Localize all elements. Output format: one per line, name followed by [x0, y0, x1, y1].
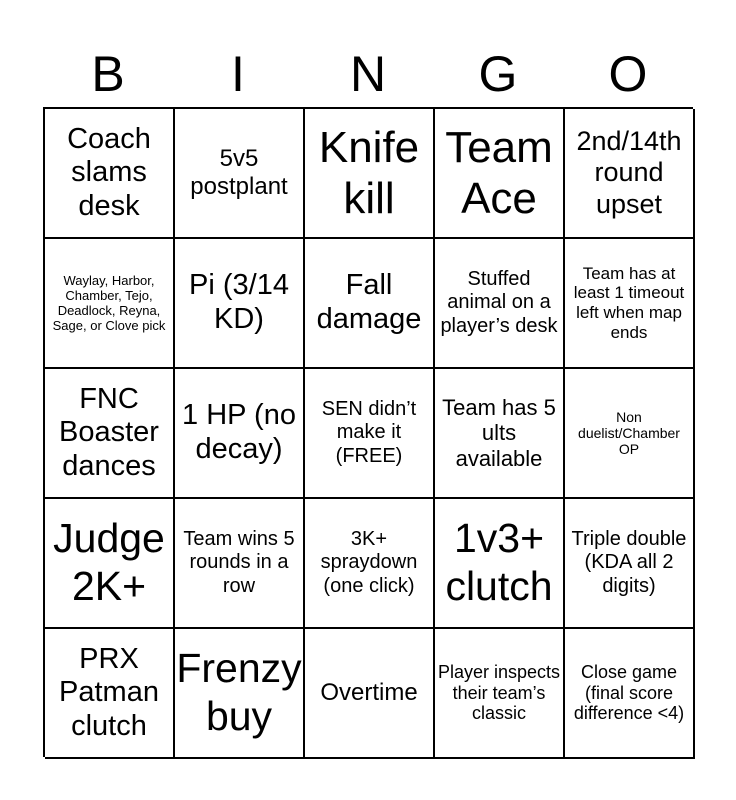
bingo-cell-text: 5v5 postplant: [190, 145, 288, 200]
bingo-cell[interactable]: [565, 239, 695, 369]
bingo-cell[interactable]: [175, 629, 305, 759]
bingo-cell[interactable]: [45, 109, 175, 239]
bingo-cell[interactable]: [175, 499, 305, 629]
bingo-cell[interactable]: [305, 239, 435, 369]
bingo-cell[interactable]: [565, 499, 695, 629]
bingo-cell[interactable]: [565, 369, 695, 499]
bingo-cell-text: Frenzy buy: [176, 645, 302, 739]
bingo-cell-text: Player inspects their team’s classic: [437, 661, 561, 724]
bingo-cell[interactable]: [45, 499, 175, 629]
bingo-cell[interactable]: [175, 369, 305, 499]
bingo-cell-text: 1v3+ clutch: [445, 515, 553, 609]
bingo-cell[interactable]: [175, 109, 305, 239]
bingo-cell-text: Waylay, Harbor, Chamber, Tejo, Deadlock, Reyna, Sage, or Clove pick: [52, 272, 166, 334]
bingo-cell[interactable]: [305, 499, 435, 629]
bingo-cell-text: SEN didn’t make it (FREE): [321, 398, 417, 467]
bingo-cell-text: Knife kill: [318, 122, 420, 223]
bingo-cell[interactable]: [305, 369, 435, 499]
bingo-cell-text: Team has 5 ults available: [442, 394, 556, 471]
bingo-cell[interactable]: [435, 239, 565, 369]
bingo-cell-text: Judge 2K+: [53, 515, 165, 609]
bingo-cell-text: Pi (3/14 KD): [189, 269, 289, 335]
bingo-cell-text: Team wins 5 rounds in a row: [183, 528, 295, 597]
bingo-cell-text: 3K+ spraydown (one click): [320, 528, 418, 597]
bingo-cell[interactable]: [565, 629, 695, 759]
bingo-cell-text: PRX Patman clutch: [59, 642, 159, 742]
bingo-cell-text: Triple double (KDA all 2 digits): [571, 528, 687, 597]
bingo-cell[interactable]: [45, 629, 175, 759]
bingo-cell[interactable]: [175, 239, 305, 369]
bingo-cell[interactable]: [435, 369, 565, 499]
bingo-cell[interactable]: [45, 239, 175, 369]
bingo-cell-text: Overtime: [320, 679, 418, 707]
bingo-cell-text: Stuffed animal on a player’s desk: [440, 268, 558, 337]
bingo-header: [43, 40, 693, 108]
header-letter-g: G: [478, 46, 518, 102]
bingo-cell[interactable]: [45, 369, 175, 499]
bingo-cell[interactable]: [435, 109, 565, 239]
bingo-cell-text: 2nd/14th round upset: [576, 126, 682, 219]
bingo-cell-text: Non duelist/Chamber OP: [578, 408, 680, 458]
header-letter-b: B: [91, 46, 125, 102]
bingo-cell[interactable]: [565, 109, 695, 239]
bingo-cell[interactable]: [305, 629, 435, 759]
bingo-cell-text: Team has at least 1 timeout left when map ends: [573, 263, 685, 342]
bingo-cell-text: Close game (final score difference <4): [573, 661, 685, 724]
bingo-cell-text: FNC Boaster dances: [59, 382, 159, 482]
bingo-cell[interactable]: [305, 109, 435, 239]
bingo-cell[interactable]: [435, 629, 565, 759]
header-letter-o: O: [608, 46, 648, 102]
bingo-cell-text: Coach slams desk: [67, 122, 151, 222]
header-letter-i: I: [231, 46, 245, 102]
bingo-card-grid: [43, 107, 693, 757]
bingo-cell-text: 1 HP (no decay): [182, 399, 296, 465]
bingo-cell-text: Fall damage: [316, 269, 422, 335]
bingo-cell-text: Team Ace: [445, 122, 553, 223]
bingo-cell[interactable]: [435, 499, 565, 629]
header-letter-n: N: [349, 46, 387, 102]
